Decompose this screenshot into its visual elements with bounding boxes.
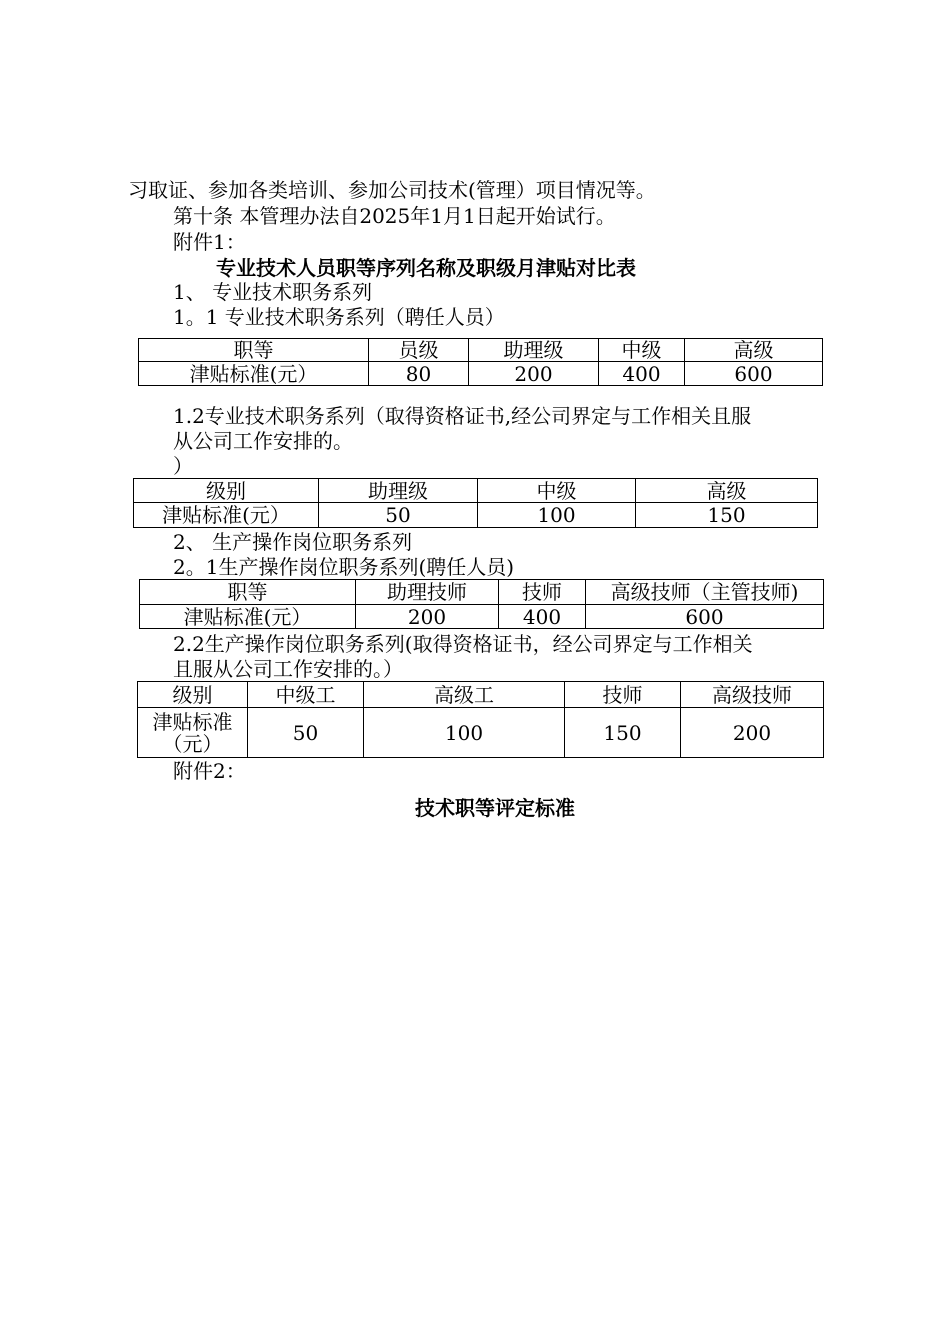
annex1-label: 附件1： bbox=[173, 230, 246, 254]
table-cell: 级别 bbox=[138, 682, 248, 708]
table-cell: 600 bbox=[586, 605, 824, 629]
paragraph-continuation: 习取证、参加各类培训、参加公司技术(管理）项目情况等。 bbox=[128, 178, 656, 202]
section1-2-line2: 从公司工作安排的。 bbox=[173, 429, 353, 453]
table-cell: 中级工 bbox=[248, 682, 364, 708]
table-cell: 津贴标准(元） bbox=[134, 503, 319, 528]
table-header-row bbox=[134, 479, 818, 503]
table-row bbox=[138, 708, 824, 758]
table-cell: 200 bbox=[681, 708, 824, 758]
table-cell: 助理级 bbox=[319, 479, 478, 503]
table-cell: 高级工 bbox=[364, 682, 565, 708]
table-cell: 高级技师 bbox=[681, 682, 824, 708]
allowance-table-2 bbox=[133, 478, 818, 528]
table-cell: 职等 bbox=[139, 339, 369, 362]
table-cell: 职等 bbox=[140, 580, 356, 605]
table-cell: 员级 bbox=[369, 339, 469, 362]
table-header-row bbox=[139, 339, 823, 362]
article-ten: 第十条 本管理办法自2025年1月1日起开始试行。 bbox=[173, 204, 616, 228]
annex2-title: 技术职等评定标准 bbox=[415, 796, 575, 820]
table-row bbox=[140, 605, 824, 629]
table-cell: 津贴标准(元） bbox=[140, 605, 356, 629]
table-cell: 技师 bbox=[565, 682, 681, 708]
section1-2-line3: ） bbox=[173, 454, 193, 478]
table-cell: 中级 bbox=[478, 479, 636, 503]
table-cell: 助理技师 bbox=[356, 580, 499, 605]
table-cell: 100 bbox=[478, 503, 636, 528]
section1-heading: 1、 专业技术职务系列 bbox=[173, 280, 373, 304]
table-cell: 高级技师（主管技师) bbox=[586, 580, 824, 605]
section2-2-line2: 且服从公司工作安排的。） bbox=[173, 657, 403, 681]
table-cell: 助理级 bbox=[469, 339, 599, 362]
table-cell: 150 bbox=[636, 503, 818, 528]
section1-2-line1: 1.2专业技术职务系列（取得资格证书,经公司界定与工作相关且服 bbox=[173, 404, 752, 428]
annex2-label: 附件2： bbox=[173, 759, 246, 783]
allowance-table-3 bbox=[139, 579, 824, 629]
table-cell: 150 bbox=[565, 708, 681, 758]
table-row bbox=[139, 362, 823, 386]
table-cell: 400 bbox=[599, 362, 685, 386]
allowance-table-4 bbox=[137, 681, 824, 758]
table-cell: 50 bbox=[248, 708, 364, 758]
table-cell: 400 bbox=[499, 605, 586, 629]
section1-1-heading: 1。1 专业技术职务系列（聘任人员） bbox=[173, 305, 505, 329]
table-cell: 技师 bbox=[499, 580, 586, 605]
allowance-table-1 bbox=[138, 338, 823, 386]
table-header-row bbox=[138, 682, 824, 708]
table-cell: 高级 bbox=[636, 479, 818, 503]
table-cell: 津贴标准(元） bbox=[139, 362, 369, 386]
table-cell: 600 bbox=[685, 362, 823, 386]
table-cell: 200 bbox=[356, 605, 499, 629]
annex1-title: 专业技术人员职等序列名称及职级月津贴对比表 bbox=[216, 256, 636, 280]
table-row bbox=[134, 503, 818, 528]
table-cell: 200 bbox=[469, 362, 599, 386]
section2-2-line1: 2.2生产操作岗位职务系列(取得资格证书，经公司界定与工作相关 bbox=[173, 632, 753, 656]
table-header-row bbox=[140, 580, 824, 605]
table-cell: 津贴标准（元） bbox=[138, 708, 248, 758]
table-cell: 50 bbox=[319, 503, 478, 528]
table-cell: 80 bbox=[369, 362, 469, 386]
section2-1-heading: 2。1生产操作岗位职务系列(聘任人员) bbox=[173, 555, 515, 579]
section2-heading: 2、 生产操作岗位职务系列 bbox=[173, 530, 413, 554]
table-cell: 中级 bbox=[599, 339, 685, 362]
table-cell: 级别 bbox=[134, 479, 319, 503]
table-cell: 100 bbox=[364, 708, 565, 758]
table-cell: 高级 bbox=[685, 339, 823, 362]
